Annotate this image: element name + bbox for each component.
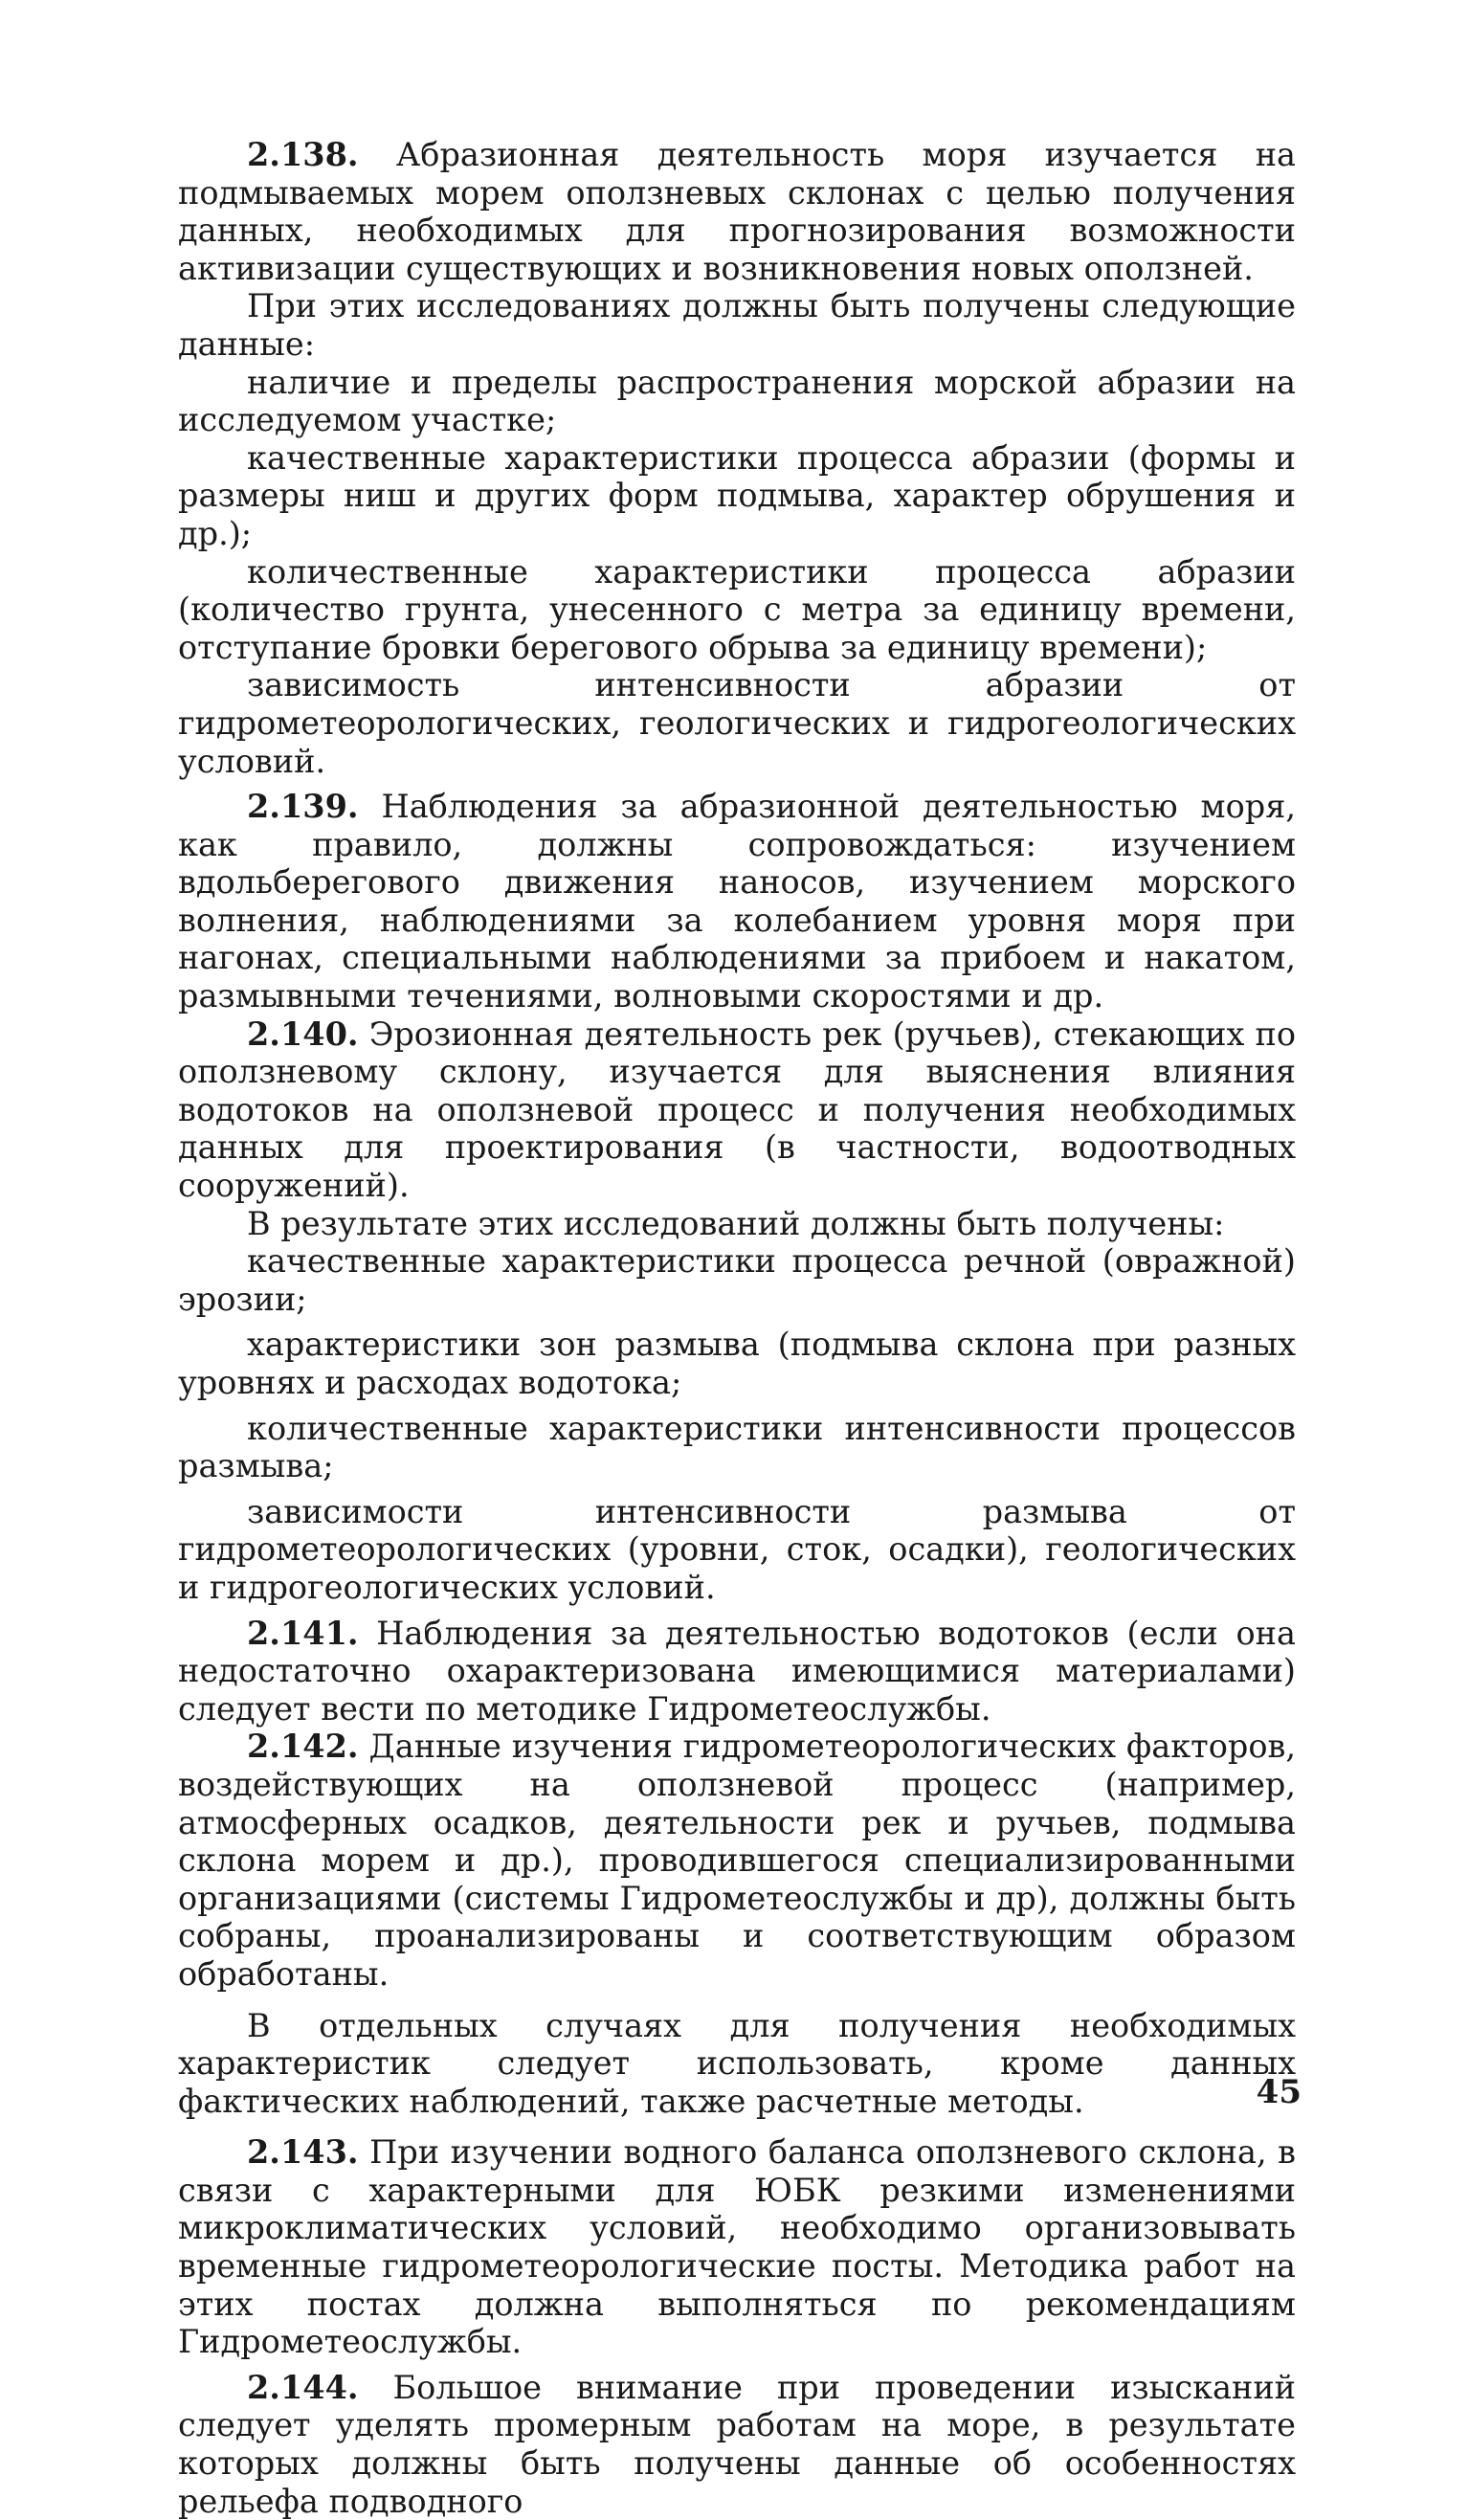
paragraph-text: При этих исследованиях должны быть получены следующие данные: [178, 287, 1296, 363]
page-number: 45 [1256, 2073, 1302, 2111]
section-number: 2.141. [247, 1614, 359, 1652]
paragraph-text: наличие и пределы распространения морской абразии на исследуемом участке; [178, 363, 1296, 439]
paragraph-2-138 [178, 136, 1296, 287]
list-item [178, 439, 1296, 553]
paragraph-text: характеристики зон размыва (подмыва склона при разных уровнях и расходах водотока; [178, 1326, 1296, 1401]
paragraph-text: количественные характеристики интенсивности процессов размыва; [178, 1409, 1296, 1485]
section-number: 2.140. [247, 1015, 359, 1053]
paragraph-text: количественные характеристики процесса абразии (количество грунта, унесенного с метра за единицу времени, отступание бровки берегового обрыва за единицу времени); [178, 552, 1296, 666]
paragraph-text: Наблюдения за деятельностью водотоков (если она недостаточно охарактеризована имеющимися материалами) следует вести по методике Гидрометеослужбы. [178, 1614, 1296, 1728]
list-item [178, 1326, 1296, 1401]
paragraph-text: Данные изучения гидрометеорологических факторов, воздействующих на оползневой процесс (например, атмосферных осадков, деятельности рек и ручьев, подмыва склона морем и др.), проводившегося специализированными организациями (системы Гидрометеослужбы и др), должны быть собраны, проанализированы и соответствующим образом обработаны. [178, 1728, 1296, 1993]
section-number: 2.142. [247, 1728, 359, 1766]
paragraph-text: В результате этих исследований должны быть получены: [247, 1204, 1225, 1242]
paragraph-text: качественные характеристики процесса речной (овражной) эрозии; [178, 1242, 1296, 1318]
paragraph-2-142 [178, 1728, 1296, 1993]
paragraph-text: Большое внимание при проведении изысканий следует уделять промерным работам на море, в результате которых должны быть получены данные об особенностях рельефа подводного [178, 2368, 1296, 2520]
paragraph-text: качественные характеристики процесса абразии (формы и размеры ниш и других форм подмыва, характер обрушения и др.); [178, 438, 1296, 552]
paragraph-2-143 [178, 2133, 1296, 2361]
section-number: 2.144. [247, 2368, 359, 2406]
paragraph-2-140 [178, 1015, 1296, 1205]
paragraph-text: При изучении водного баланса оползневого склона, в связи с характерными для ЮБК резкими изменениями микроклиматических условий, необходимо организовывать временные гидрометеорологические посты. Методика работ на этих постах должна выполняться по рекомендациям Гидрометеослужбы. [178, 2133, 1296, 2361]
list-item [178, 1410, 1296, 1485]
section-number: 2.139. [247, 788, 359, 826]
paragraph-2-139 [178, 788, 1296, 1015]
section-number: 2.143. [247, 2133, 359, 2172]
list-item [178, 553, 1296, 667]
paragraph [178, 1205, 1296, 1243]
paragraph-text: Абразионная деятельность моря изучается на подмываемых морем оползневых склонах с целью получения данных, необходимых для прогнозирования возможности активизации существующих и возникновения новых оползней. [178, 136, 1296, 287]
list-item [178, 364, 1296, 439]
paragraph-text: В отдельных случаях для получения необходимых характеристик следует использовать, кроме данных фактических наблюдений, также расчетные методы. [178, 2006, 1296, 2120]
paragraph [178, 2007, 1296, 2121]
list-item [178, 1493, 1296, 1607]
paragraph-text: Эрозионная деятельность рек (ручьев), стекающих по оползневому склону, изучается для выяснения влияния водотоков на оползневой процесс и получения необходимых данных для проектирования (в частности, водоотводных сооружений). [178, 1015, 1296, 1205]
list-item [178, 1242, 1296, 1318]
paragraph-text: Наблюдения за абразионной деятельностью моря, как правило, должны сопровождаться: изучением вдольберегового движения наносов, изучением морского волнения, наблюдениями за колебанием уровня моря при нагонах, специальными наблюдениями за прибоем и накатом, размывными течениями, волновыми скоростями и др. [178, 788, 1296, 1015]
paragraph-text: зависимость интенсивности абразии от гидрометеорологических, геологических и гидрогеологических условий. [178, 666, 1296, 780]
list-item [178, 666, 1296, 780]
paragraph-text: зависимости интенсивности размыва от гидрометеорологических (уровни, сток, осадки), геологических и гидрогеологических условий. [178, 1492, 1296, 1606]
paragraph-2-141 [178, 1615, 1296, 1728]
paragraph [178, 287, 1296, 363]
section-number: 2.138. [247, 136, 359, 173]
body-text [178, 136, 1296, 2520]
paragraph-2-144 [178, 2369, 1296, 2520]
